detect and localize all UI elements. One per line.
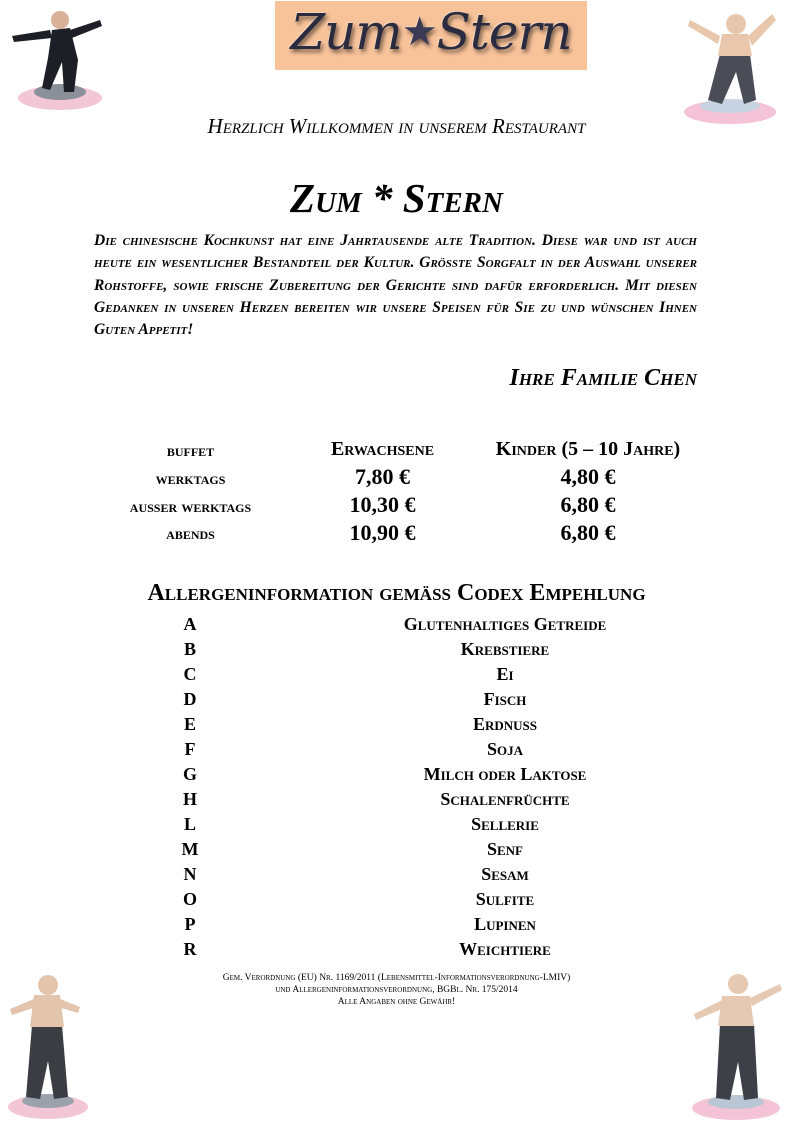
allergen-name: Fisch [483, 689, 527, 709]
allergen-code: O [182, 889, 197, 909]
price-row-adults: 7,80 € [355, 464, 410, 489]
allergen-code: N [183, 864, 197, 884]
allergen-code: P [184, 914, 196, 934]
restaurant-logo [275, 1, 587, 70]
allergen-name: Glutenhaltiges Getreide [403, 614, 607, 634]
price-header-children: Kinder (5 – 10 Jahre) [495, 438, 681, 460]
allergen-name: Soja [486, 739, 523, 759]
logo-text: Zum★Stern [290, 3, 572, 61]
price-row-children: 4,80 € [560, 464, 616, 489]
allergen-name: Sulfite [475, 889, 535, 909]
price-row-adults: 10,30 € [349, 492, 416, 517]
allergen-code: R [183, 939, 197, 959]
allergen-code: C [183, 664, 197, 684]
price-row-adults: 10,90 € [349, 520, 416, 545]
allergen-name: Schalenfrüchte [440, 789, 570, 809]
allergen-name: Erdnuss [472, 714, 538, 734]
price-row-label: werktags [155, 469, 226, 488]
footer-line: Alle Angaben ohne Gewähr! [337, 997, 456, 1007]
restaurant-title: Zum * Stern [290, 175, 503, 221]
allergen-code: A [183, 614, 197, 634]
allergen-code: E [183, 714, 196, 734]
allergen-code: B [183, 639, 196, 659]
intro-paragraph: Die chinesische Kochkunst hat eine Jahrtausende alte Tradition. Diese war und ist auch heute ein wesentlicher Bestandteil der Kultur. Grösste Sorgfalt in der Auswahl unserer Rohstoffe, sowie frische Zubereitung der Gerichte sind dafür erforderlich. Mit diesen Gedanken in unseren Herzen bereiten wir unsere Speisen für Sie zu und wünschen Ihnen Guten Appetit! [94, 232, 697, 339]
legal-footer [0, 972, 793, 1008]
price-row-label: ausser werktags [129, 497, 252, 516]
allergen-name: Senf [486, 839, 523, 859]
price-header-adults: Erwachsene [330, 438, 435, 460]
allergen-code: L [183, 814, 196, 834]
allergen-name: Lupinen [474, 914, 536, 934]
martial-arts-figure-top-right [660, 0, 793, 130]
signature: Ihre Familie Chen [509, 365, 697, 391]
allergen-name: Krebstiere [460, 639, 550, 659]
allergen-name: Ei [496, 664, 514, 684]
allergen-code: F [184, 739, 196, 759]
allergen-code: D [183, 689, 197, 709]
welcome-heading: Herzlich Willkommen in unserem Restaurant [207, 114, 586, 138]
price-row-children: 6,80 € [560, 520, 616, 545]
allergen-title: Allergeninformation gemäss Codex Empehlung [147, 580, 646, 606]
allergen-name: Sellerie [471, 814, 539, 834]
footer-line: und Allergeninformationsverordnung, BGBl. Nr. 175/2014 [275, 985, 518, 995]
allergen-name: Weichtiere [459, 939, 551, 959]
allergen-name: Milch oder Laktose [423, 764, 587, 784]
allergen-code: G [182, 764, 197, 784]
martial-arts-figure-top-left [0, 0, 140, 115]
footer-line: Gem. Verordnung (EU) Nr. 1169/2011 (Lebensmittel-Informationsverordnung-LMIV) [222, 973, 571, 983]
allergen-code: M [181, 839, 199, 859]
price-row-children: 6,80 € [560, 492, 616, 517]
allergen-name: Sesam [481, 864, 529, 884]
price-header-label: buffet [166, 441, 215, 460]
price-row-label: abends [166, 524, 215, 543]
allergen-code: H [182, 789, 197, 809]
